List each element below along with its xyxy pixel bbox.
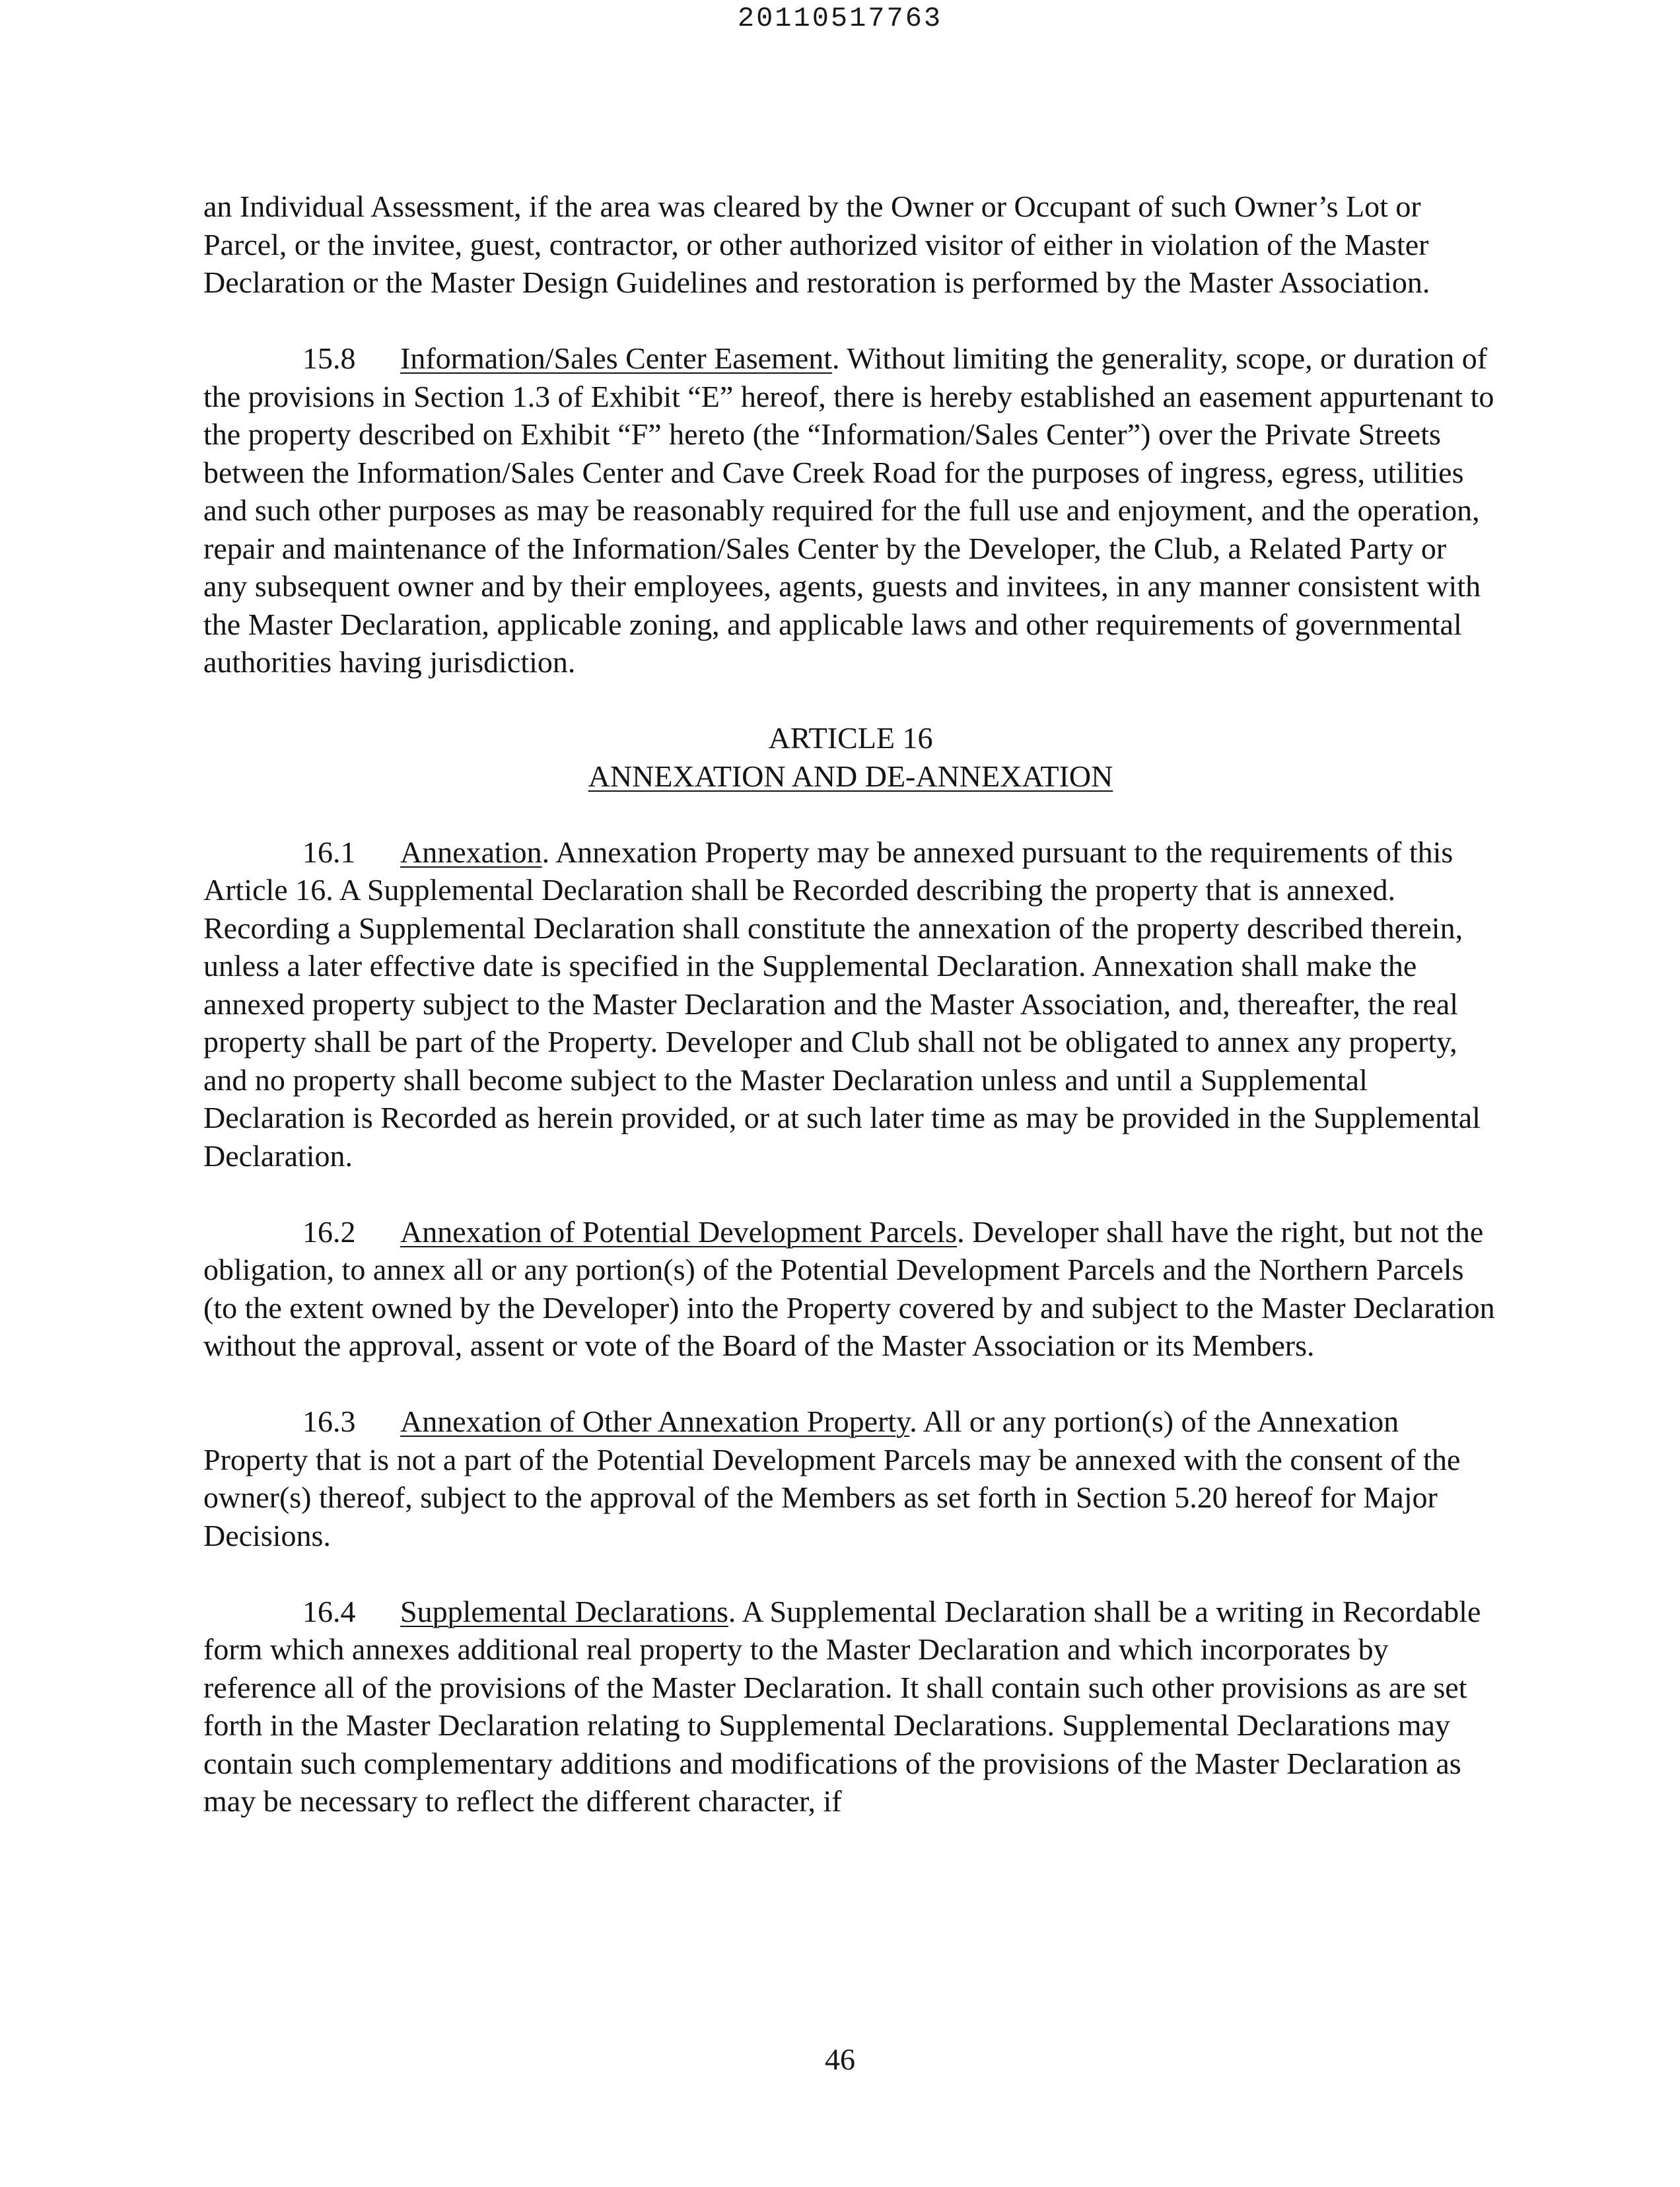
section-title: Annexation of Other Annexation Property	[400, 1405, 910, 1438]
section-body: . A Supplemental Declaration shall be a writing in Recordable form which annexes additional real property to the Master Declaration and which incorporates by reference all of the provisions of the Master Declaration. It shall contain such other provisions as are set forth in the Master Declaration relating to Supplemental Declarations. Supplemental Declarations may contain such complementary additions and modifications of the provisions of the Master Declaration as may be necessary to reflect the different character, if	[203, 1594, 1481, 1818]
section-title: Supplemental Declarations	[400, 1594, 728, 1628]
section-15-8	[203, 339, 1498, 681]
page-body	[203, 188, 1498, 1858]
section-number: 16.1	[302, 835, 356, 869]
document-number: 20110517763	[737, 3, 943, 34]
section-number: 16.3	[302, 1405, 356, 1438]
section-body: . Developer shall have the right, but not the obligation, to annex all or any portion(s) of the Potential Development Parcels and the Northern Parcels (to the extent owned by the Developer) into the Property covered by and subject to the Master Declaration without the approval, assent or vote of the Board of the Master Association or its Members.	[203, 1214, 1495, 1362]
section-title: Annexation of Potential Development Parcels	[400, 1214, 958, 1249]
section-number: 16.4	[302, 1594, 356, 1628]
page-number: 46	[825, 2042, 855, 2076]
section-16-4	[203, 1593, 1498, 1821]
section-number: 16.2	[302, 1214, 356, 1249]
article-title: ANNEXATION AND DE-ANNEXATION	[588, 759, 1113, 793]
section-16-3	[203, 1403, 1498, 1554]
section-body: . All or any portion(s) of the Annexation Property that is not a part of the Potential Development Parcels may be annexed with the consent of the owner(s) thereof, subject to the approval of the Members as set forth in Section 5.20 hereof for Major Decisions.	[203, 1405, 1461, 1552]
section-16-1	[203, 833, 1498, 1175]
section-body: . Annexation Property may be annexed pursuant to the requirements of this Article 16. A Supplemental Declaration shall be Recorded describing the property that is annexed. Recording a Supplemental Declaration shall constitute the annexation of the property described therein, unless a later effective date is specified in the Supplemental Declaration. Annexation shall make the annexed property subject to the Master Declaration and the Master Association, and, thereafter, the real property shall be part of the Property. Developer and Club shall not be obligated to annex any property, and no property shall become subject to the Master Declaration unless and until a Supplemental Declaration is Recorded as herein provided, or at such later time as may be provided in the Supplemental Declaration.	[203, 835, 1481, 1173]
section-body: . Without limiting the generality, scope, or duration of the provisions in Section 1.3 of Exhibit “E” hereof, there is hereby established an easement appurtenant to the property described on Exhibit “F” hereto (the “Information/Sales Center”) over the Private Streets between the Information/Sales Center and Cave Creek Road for the purposes of ingress, egress, utilities and such other purposes as may be reasonably required for the full use and enjoyment, and the operation, repair and maintenance of the Information/Sales Center by the Developer, the Club, a Related Party or any subsequent owner and by their employees, agents, guests and invitees, in any manner consistent with the Master Declaration, applicable zoning, and applicable laws and other requirements of governmental authorities having jurisdiction.	[203, 341, 1494, 679]
article-heading	[203, 719, 1498, 795]
section-title: Annexation	[400, 835, 542, 869]
section-16-2	[203, 1213, 1498, 1365]
section-number: 15.8	[302, 341, 356, 375]
continuation-paragraph: an Individual Assessment, if the area was cleared by the Owner or Occupant of such Owner’s Lot or Parcel, or the invitee, guest, contractor, or other authorized visitor of either in violation of the Master Declaration or the Master Design Guidelines and restoration is performed by the Master Association.	[203, 190, 1430, 299]
section-title: Information/Sales Center Easement	[400, 341, 833, 375]
article-label: ARTICLE 16	[768, 721, 933, 755]
